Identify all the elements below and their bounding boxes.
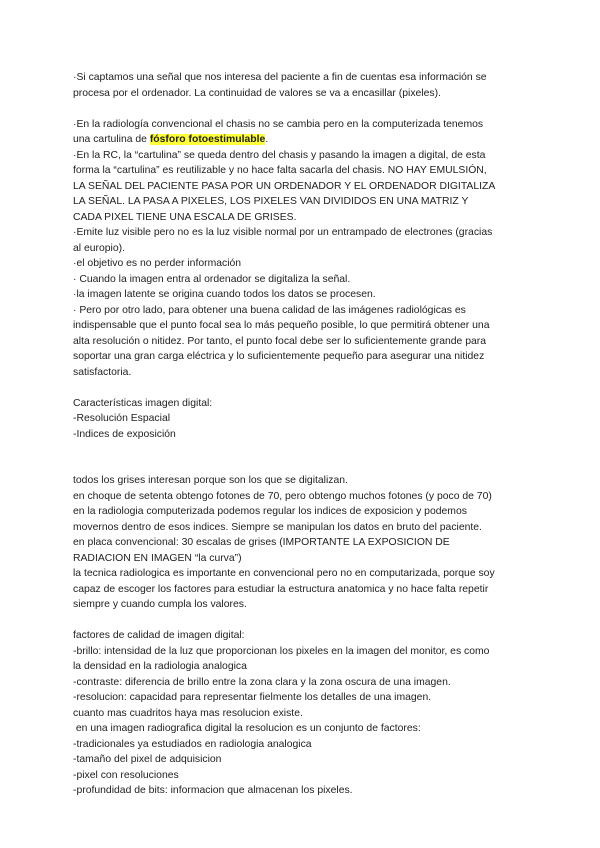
- list-item: -Resolución Espacial: [73, 413, 171, 424]
- text-line: forma la “cartulina” es reutilizable y no hace falta sacarla del chasis. NO HAY EMULSIÓN,: [73, 165, 487, 176]
- text-line: soportar una gran carga eléctrica y lo suficientemente pequeño para asegurar una nitidez: [73, 351, 485, 362]
- text-segment: una cartulina de: [73, 134, 150, 145]
- list-item: -brillo: intensidad de la luz que proporcionan los pixeles en la imagen del monitor, es como: [73, 645, 490, 657]
- list-item: -profundidad de bits: informacion que almacenan los pixeles.: [73, 785, 353, 796]
- list-item: -pixel con resoluciones: [73, 769, 179, 781]
- paragraph-5: [73, 628, 525, 799]
- text-segment: .: [265, 134, 269, 145]
- text-line: CADA PIXEL TIENE UNA ESCALA DE GRISES.: [73, 211, 297, 223]
- text-line: cuanto mas cuadritos haya mas resolucion existe.: [73, 707, 303, 719]
- text-line: siempre y cuando cumpla los valores.: [73, 599, 247, 610]
- text-line: · Cuando la imagen entra al ordenador se digitaliza la señal.: [73, 273, 351, 285]
- paragraph-3: [73, 396, 525, 443]
- text-line: indispensable que el punto focal sea lo más pequeño posible, lo que permitirá obtener una: [73, 320, 490, 331]
- text-line: ·En la RC, la “cartulina” se queda dentro del chasis y pasando la imagen a digital, de esta: [73, 149, 486, 161]
- text-line: en una imagen radiografica digital la resolucion es un conjunto de factores:: [73, 723, 421, 734]
- section-heading: Características imagen digital:: [73, 397, 213, 409]
- text-line: ·el objetivo es no perder información: [73, 258, 242, 269]
- text-line: ·la imagen latente se origina cuando todos los datos se procesen.: [73, 289, 376, 300]
- text-line: · Pero por otro lado, para obtener una buena calidad de las imágenes radiológicas es: [73, 304, 466, 316]
- text-line: ·Si captamos una señal que nos interesa del paciente a fin de cuentas esa información se: [73, 72, 487, 83]
- text-line: movernos dentro de esos indices. Siempre se manipulan los datos en bruto del paciente.: [73, 521, 482, 533]
- text-line: procesa por el ordenador. La continuidad de valores se va a encasillar (pixeles).: [73, 87, 441, 99]
- list-item: -contraste: diferencia de brillo entre la zona clara y la zona oscura de una imagen.: [73, 676, 451, 688]
- list-item: -tamaño del pixel de adquisicion: [73, 754, 222, 765]
- text-line: alta resolución o nitidez. Por tanto, el punto focal debe ser lo suficientemente grande para: [73, 335, 486, 347]
- paragraph-1: [73, 70, 525, 101]
- text-line: la tecnica radiologica es importante en convencional pero no en computarizada, porque soy: [73, 568, 495, 579]
- document-body: [73, 70, 525, 799]
- text-line: RADIACION EN IMAGEN “la curva”): [73, 552, 242, 564]
- text-line: LA SEÑAL. LA PASA A PIXELES, LOS PIXELES VAN DIVIDIDOS EN UNA MATRIZ Y: [73, 196, 469, 207]
- text-line: en placa convencional: 30 escalas de grises (IMPORTANTE LA EXPOSICION DE: [73, 537, 450, 548]
- text-line: en la radiologia computerizada podemos regular los indices de exposicion y podemos: [73, 506, 467, 517]
- list-item: -tradicionales ya estudiados en radiologia analogica: [73, 738, 312, 750]
- list-item: -resolucion: capacidad para representar fielmente los detalles de una imagen.: [73, 692, 432, 703]
- text-line: en choque de setenta obtengo fotones de 70, pero obtengo muchos fotones (y poco de 70): [73, 490, 492, 502]
- text-line-with-highlight: [73, 132, 525, 148]
- paragraph-2: [73, 117, 525, 381]
- section-heading: factores de calidad de imagen digital:: [73, 630, 245, 641]
- text-line: ·En la radiología convencional el chasis no se cambia pero en la computerizada tenemos: [73, 118, 484, 130]
- list-item: -Indices de exposición: [73, 428, 176, 440]
- text-line: capaz de escoger los factores para estudiar la estructura anatomica y no hace falta repetir: [73, 583, 489, 595]
- text-line: al europio).: [73, 242, 125, 254]
- text-line: la densidad en la radiologia analogica: [73, 661, 247, 672]
- paragraph-4: [73, 473, 525, 613]
- text-line: LA SEÑAL DEL PACIENTE PASA POR UN ORDENADOR Y EL ORDENADOR DIGITALIZA: [73, 180, 496, 192]
- highlighted-term: fósforo fotoestimulable: [149, 134, 266, 145]
- text-line: satisfactoria.: [73, 366, 132, 378]
- text-line: todos los grises interesan porque son los que se digitalizan.: [73, 475, 348, 486]
- text-line: ·Emite luz visible pero no es la luz visible normal por un entrampado de electrones (gracias: [73, 227, 493, 238]
